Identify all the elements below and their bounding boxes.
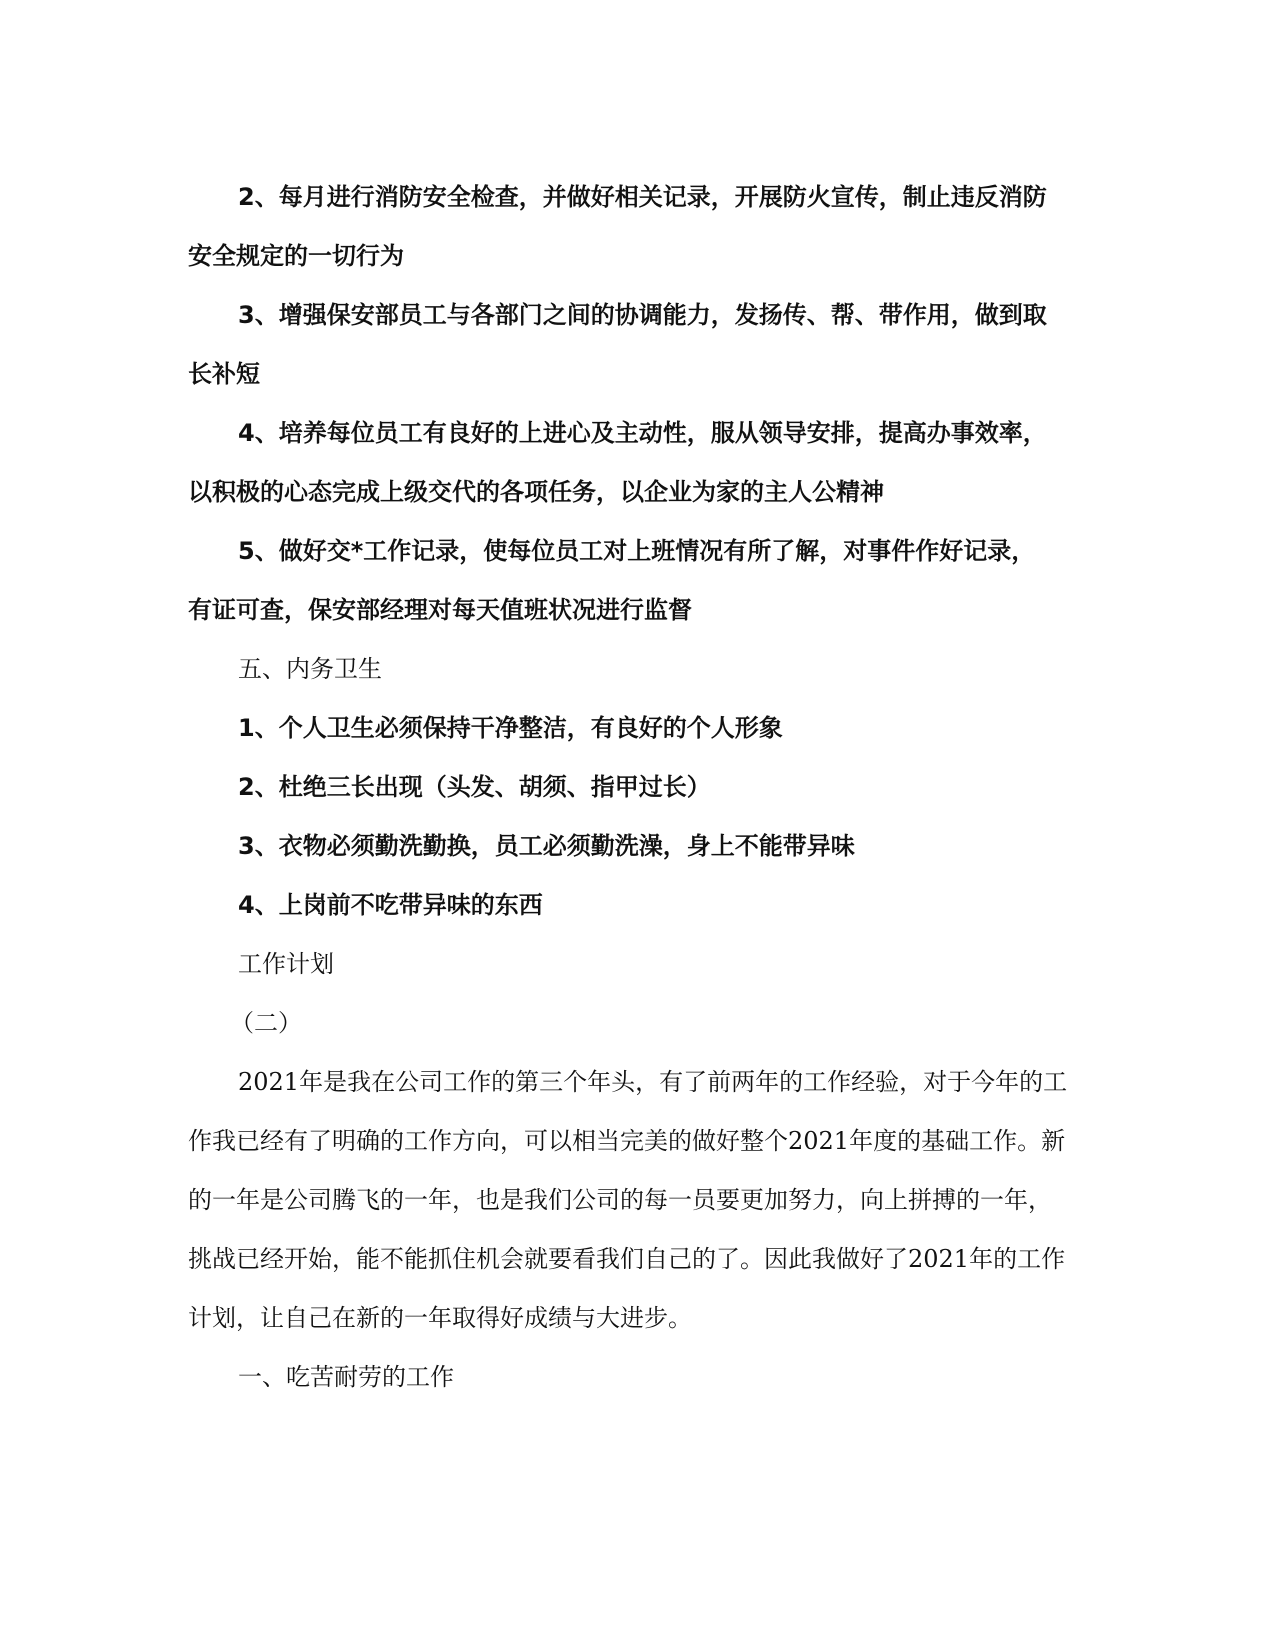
paragraph-line: 5、做好交*工作记录，使每位员工对上班情况有所了解，对事件作好记录，	[238, 537, 1036, 565]
document-body	[188, 168, 1088, 1407]
paragraph-line: 2、每月进行消防安全检查，并做好相关记录，开展防火宣传，制止违反消防	[238, 183, 1047, 211]
paragraph-line: 有证可查，保安部经理对每天值班状况进行监督	[188, 596, 692, 624]
paragraph-line: 的一年是公司腾飞的一年，也是我们公司的每一员要更加努力，向上拼搏的一年，	[188, 1186, 1052, 1214]
paragraph-line: 4、培养每位员工有良好的上进心及主动性，服从领导安排，提高办事效率，	[238, 419, 1047, 447]
list-item: 3、衣物必须勤洗勤换，员工必须勤洗澡，身上不能带异味	[238, 832, 855, 860]
list-item: 4、上岗前不吃带异味的东西	[238, 891, 543, 919]
paragraph-line: 2021年是我在公司工作的第三个年头，有了前两年的工作经验，对于今年的工	[238, 1068, 1068, 1096]
list-item: 2、杜绝三长出现（头发、胡须、指甲过长）	[238, 773, 711, 801]
document-subtitle: （二）	[230, 1009, 302, 1037]
document-title: 工作计划	[238, 950, 334, 978]
paragraph-line: 安全规定的一切行为	[188, 242, 404, 270]
paragraph-line: 3、增强保安部员工与各部门之间的协调能力，发扬传、帮、带作用，做到取	[238, 301, 1047, 329]
paragraph-line: 作我已经有了明确的工作方向，可以相当完美的做好整个2021年度的基础工作。新	[188, 1127, 1066, 1155]
paragraph-line: 挑战已经开始，能不能抓住机会就要看我们自己的了。因此我做好了2021年的工作	[188, 1245, 1066, 1273]
paragraph-line: 以积极的心态完成上级交代的各项任务，以企业为家的主人公精神	[188, 478, 884, 506]
list-item: 1、个人卫生必须保持干净整洁，有良好的个人形象	[238, 714, 783, 742]
paragraph-line: 长补短	[188, 360, 260, 388]
section-heading: 一、吃苦耐劳的工作	[238, 1363, 454, 1391]
section-heading: 五、内务卫生	[238, 655, 382, 683]
paragraph-line: 计划，让自己在新的一年取得好成绩与大进步。	[188, 1304, 692, 1332]
